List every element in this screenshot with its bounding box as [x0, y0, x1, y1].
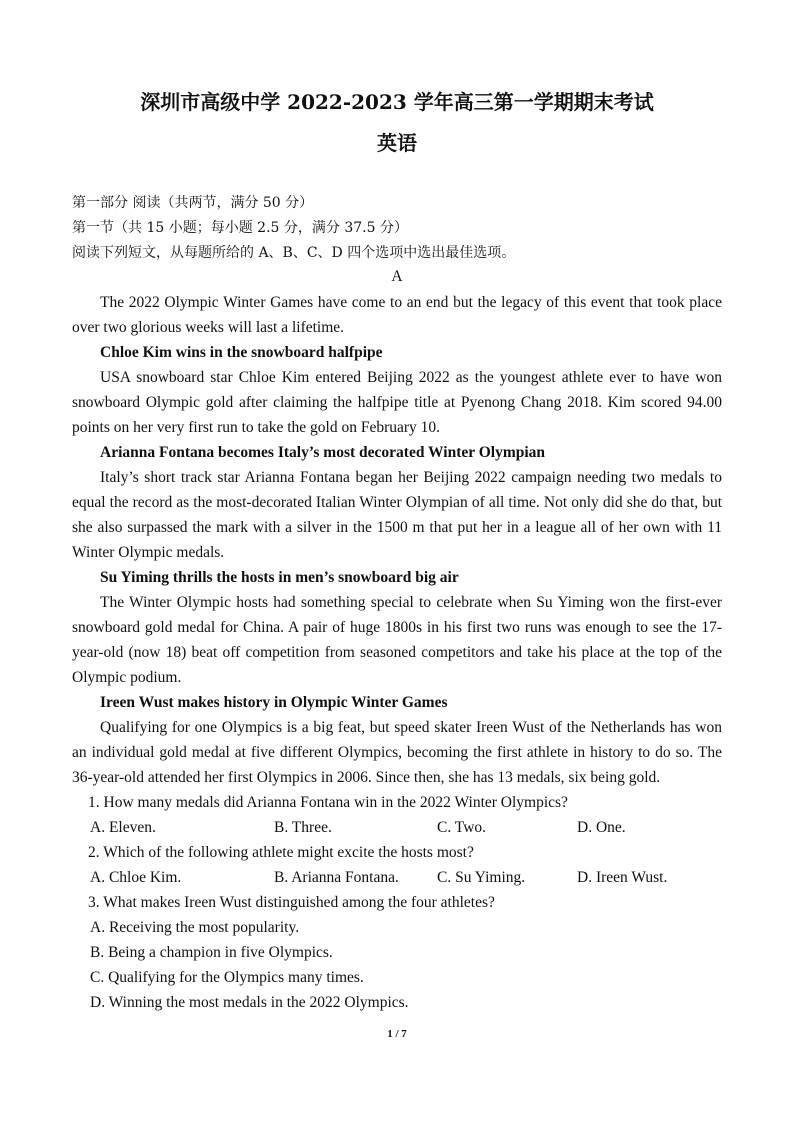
question-3-option-b: B. Being a champion in five Olympics. [90, 944, 333, 961]
section-text-su-yiming: The Winter Olympic hosts had something special to celebrate when Su Yiming won the first-ever snowboard gold medal for China. A pair of huge 1800s in his first two runs was enough to see the 17-year-old (now 18) beat off competition from seasoned competitors and take his place at the top of the Olympic podium. [72, 594, 722, 686]
question-1-option-b: B. Three. [274, 819, 332, 836]
question-1-option-a: A. Eleven. [90, 819, 156, 836]
section-text-chloe-kim: USA snowboard star Chloe Kim entered Beijing 2022 as the youngest athlete ever to have won snowboard Olympic gold after claiming the halfpipe title at Pyenong Chang 2018. Kim scored 94.00 points on her very first run to take the gold on February 10. [72, 369, 722, 436]
question-2-stem: 2. Which of the following athlete might excite the hosts most? [88, 844, 474, 861]
question-3-option-c: C. Qualifying for the Olympics many times. [90, 969, 364, 986]
passage-body [72, 290, 722, 1015]
question-1-option-c: C. Two. [437, 819, 487, 836]
part-instruction: 第一部分 阅读（共两节，满分 50 分） [72, 195, 314, 211]
section-heading-chloe-kim: Chloe Kim wins in the snowboard halfpipe [100, 344, 383, 361]
question-2-options [72, 865, 722, 890]
question-2-option-b: B. Arianna Fontana. [274, 869, 399, 886]
subject-title: 英语 [377, 131, 417, 155]
question-2-option-c: C. Su Yiming. [437, 869, 526, 886]
section-heading-ireen-wust: Ireen Wust makes history in Olympic Winter Games [100, 694, 448, 711]
question-3-stem: 3. What makes Ireen Wust distinguished among the four athletes? [88, 894, 495, 911]
section-text-ireen-wust: Qualifying for one Olympics is a big feat, but speed skater Ireen Wust of the Netherlands has won an individual gold medal at five different Olympics, becoming the first athlete in history to do so. The 36-year-old attended her first Olympics in 2006. Since then, she has 13 medals, six being gold. [72, 719, 722, 786]
passage-label: A [391, 268, 403, 285]
passage-intro: The 2022 Olympic Winter Games have come to an end but the legacy of this event that took place over two glorious weeks will last a lifetime. [72, 294, 722, 336]
section-heading-arianna-fontana: Arianna Fontana becomes Italy’s most decorated Winter Olympian [100, 444, 546, 461]
exam-title: 深圳市高级中学 2022-2023 学年高三第一学期期末考试 [140, 90, 654, 114]
question-1-option-d: D. One. [577, 819, 626, 836]
section-heading-su-yiming: Su Yiming thrills the hosts in men’s snowboard big air [100, 569, 459, 586]
page-number: 1 / 7 [387, 1028, 407, 1040]
question-1-options [72, 815, 722, 840]
section-text-arianna-fontana: Italy’s short track star Arianna Fontana began her Beijing 2022 campaign needing two medals to equal the record as the most-decorated Italian Winter Olympian of all time. Not only did she do that, but she also surpassed the mark with a silver in the 1500 m that put her in a league all of her own with 11 Winter Olympic medals. [72, 469, 722, 561]
question-3-option-a: A. Receiving the most popularity. [90, 919, 300, 936]
question-2-option-a: A. Chloe Kim. [90, 869, 182, 886]
question-2-option-d: D. Ireen Wust. [577, 869, 668, 886]
section-instruction: 第一节（共 15 小题；每小题 2.5 分，满分 37.5 分） [72, 220, 408, 236]
question-3-option-d: D. Winning the most medals in the 2022 Olympics. [90, 994, 409, 1011]
reading-directions: 阅读下列短文，从每题所给的 A、B、C、D 四个选项中选出最佳选项。 [72, 245, 516, 261]
question-1-stem: 1. How many medals did Arianna Fontana win in the 2022 Winter Olympics? [88, 794, 568, 811]
